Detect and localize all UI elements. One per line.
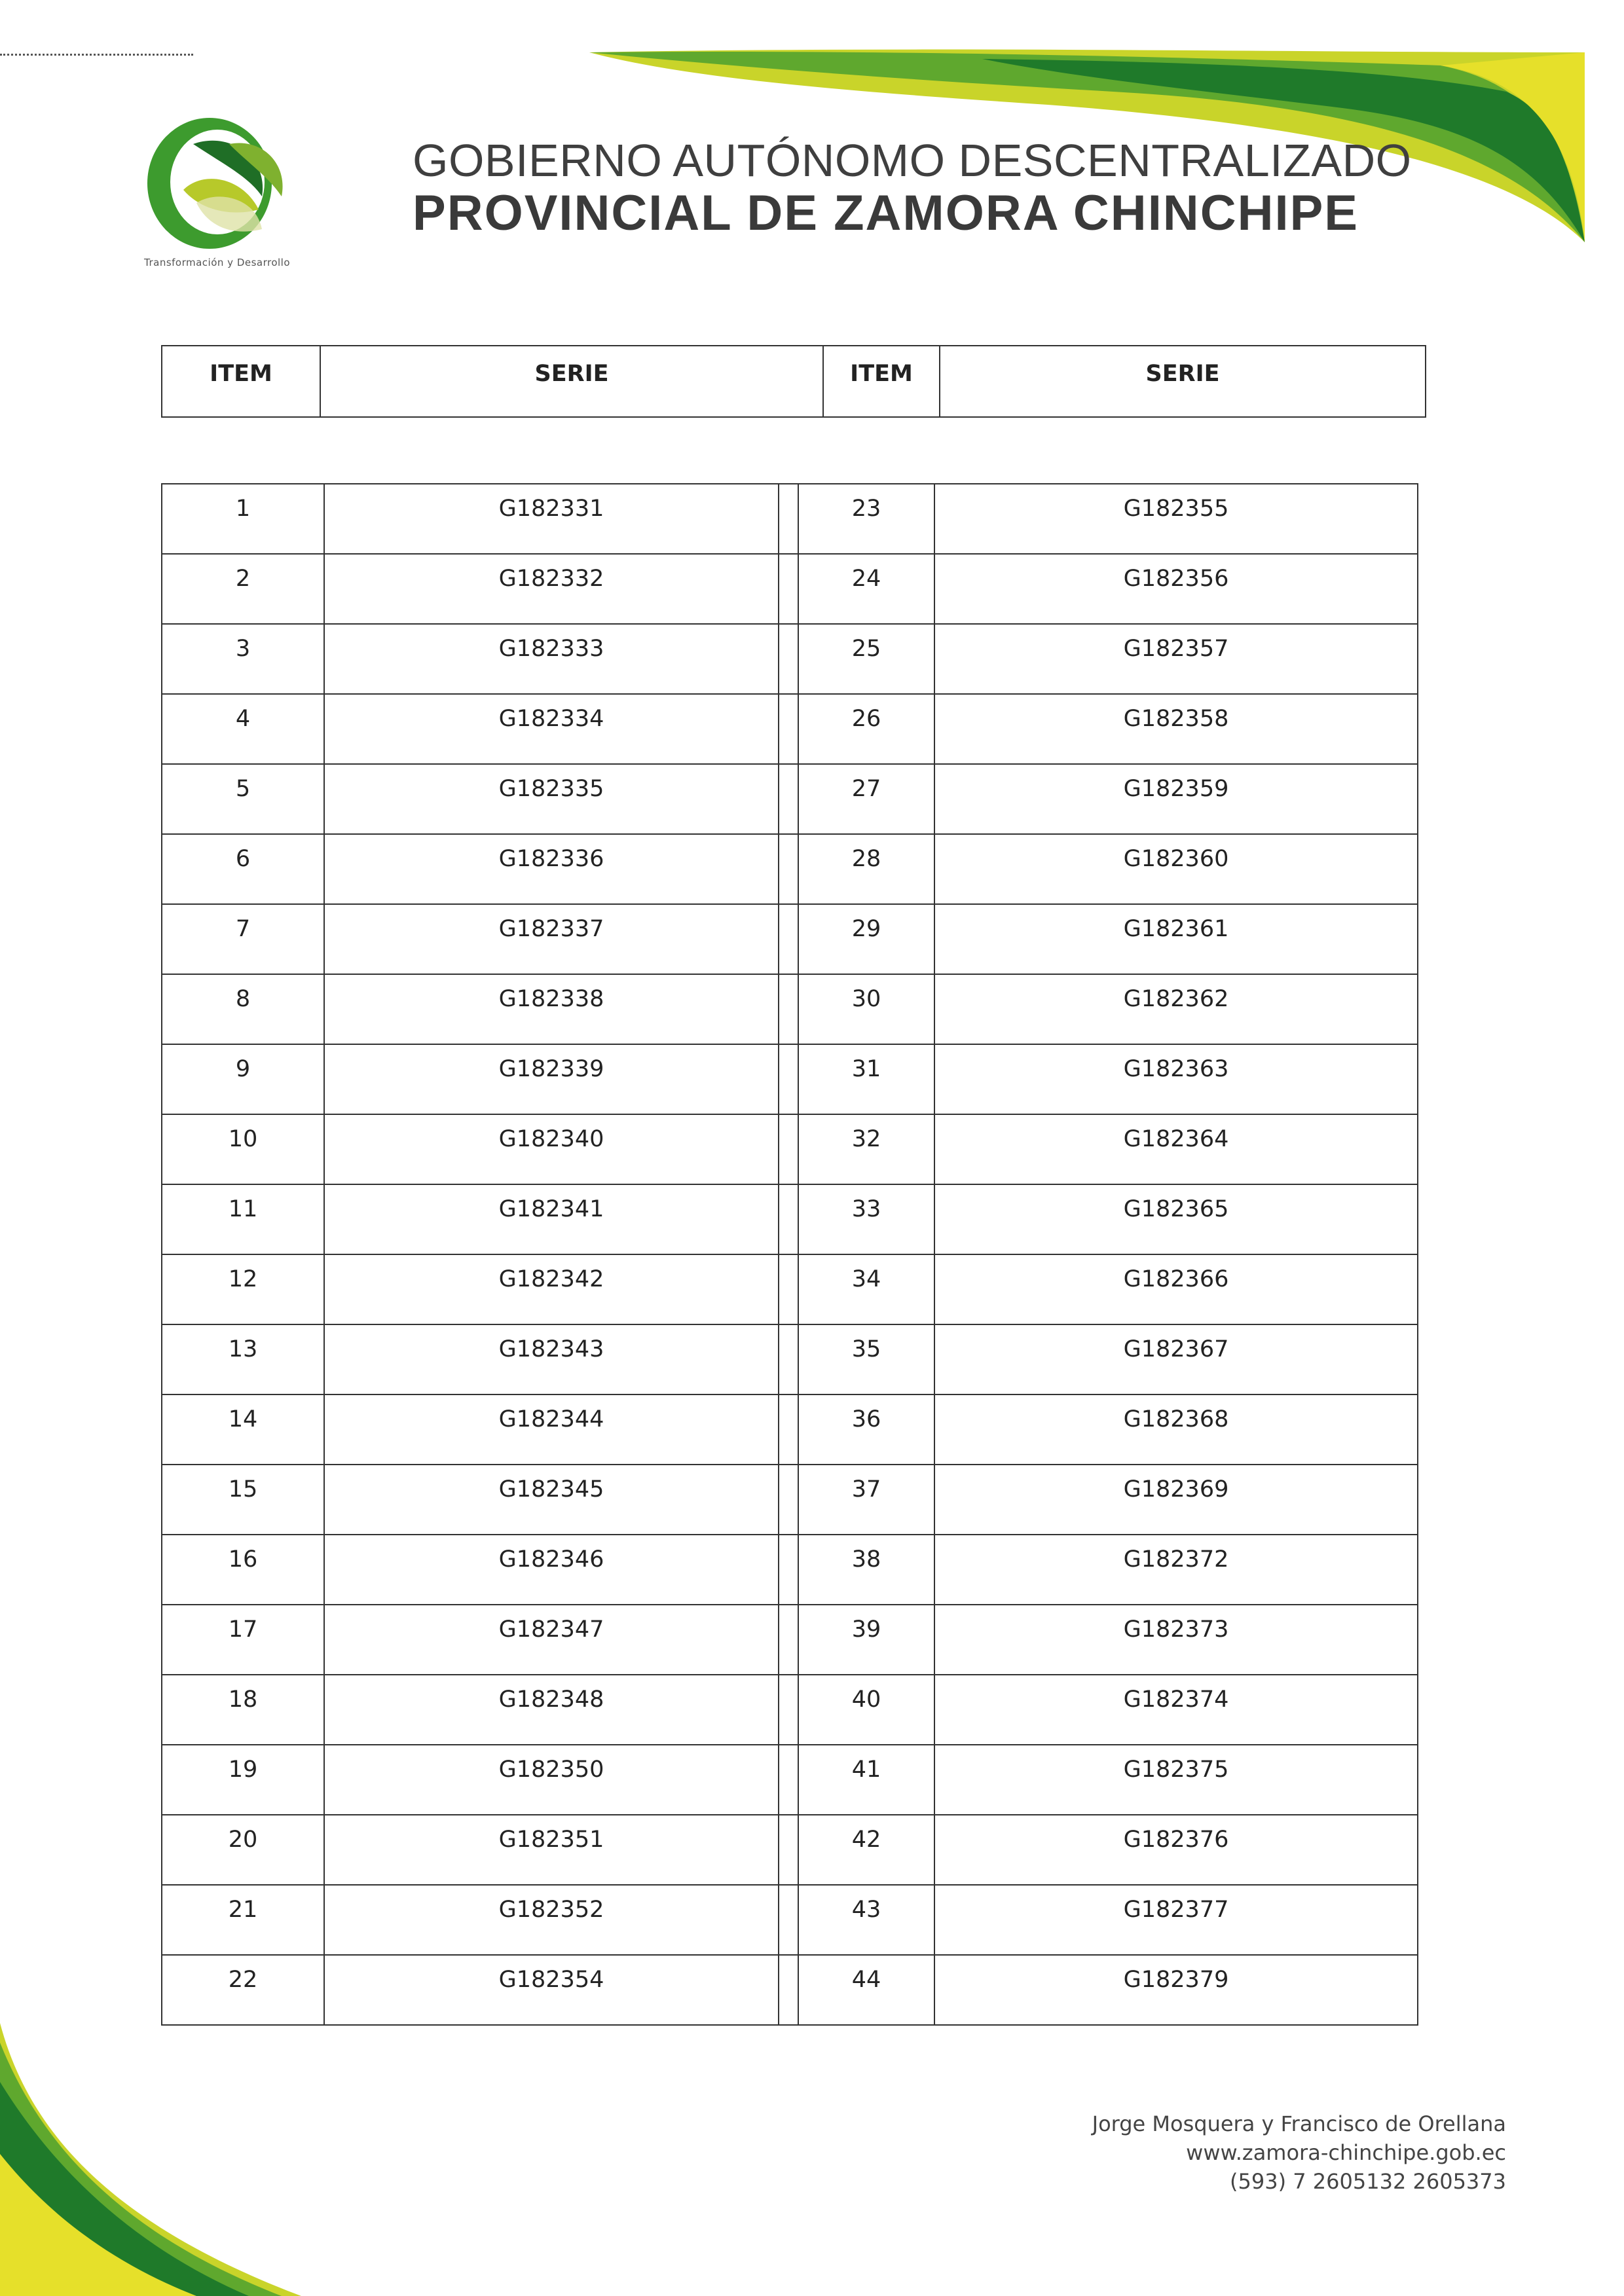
serial-number: G182361	[934, 904, 1418, 974]
footer-website[interactable]: www.zamora-chinchipe.gob.ec	[1186, 2140, 1506, 2165]
serial-number: G182379	[934, 1955, 1418, 2025]
table-row	[162, 1745, 1418, 1815]
table-row	[162, 1394, 1418, 1465]
table-row	[162, 1605, 1418, 1675]
item-number: 19	[162, 1745, 324, 1815]
item-number: 2	[162, 554, 324, 624]
item-number: 33	[798, 1184, 934, 1254]
serial-number: G182347	[324, 1605, 779, 1675]
serial-number: G182351	[324, 1815, 779, 1885]
item-number: 9	[162, 1044, 324, 1114]
column-separator	[779, 1815, 798, 1885]
table-row	[162, 694, 1418, 764]
serial-number: G182352	[324, 1885, 779, 1955]
column-separator	[779, 1535, 798, 1605]
item-number: 36	[798, 1394, 934, 1465]
serial-number: G182375	[934, 1745, 1418, 1815]
serial-number: G182339	[324, 1044, 779, 1114]
serial-number: G182341	[324, 1184, 779, 1254]
column-separator	[779, 1114, 798, 1184]
item-number: 41	[798, 1745, 934, 1815]
serial-number: G182369	[934, 1465, 1418, 1535]
item-number: 23	[798, 484, 934, 554]
column-separator	[779, 1184, 798, 1254]
serial-number: G182345	[324, 1465, 779, 1535]
serial-number: G182376	[934, 1815, 1418, 1885]
serial-number: G182340	[324, 1114, 779, 1184]
table-row	[162, 834, 1418, 904]
header-serie-2: SERIE	[940, 346, 1426, 417]
item-number: 11	[162, 1184, 324, 1254]
table-row	[162, 1114, 1418, 1184]
serial-table	[161, 483, 1418, 2026]
serial-number: G182342	[324, 1254, 779, 1324]
serial-number: G182336	[324, 834, 779, 904]
table-row	[162, 1955, 1418, 2025]
footer-swoosh-decoration	[0, 2023, 301, 2296]
serial-number: G182363	[934, 1044, 1418, 1114]
footer-phone: (593) 7 2605132 2605373	[1230, 2169, 1506, 2194]
item-number: 28	[798, 834, 934, 904]
item-number: 6	[162, 834, 324, 904]
item-number: 26	[798, 694, 934, 764]
item-number: 17	[162, 1605, 324, 1675]
header-serie-1: SERIE	[320, 346, 823, 417]
serial-number: G182333	[324, 624, 779, 694]
table-row	[162, 1815, 1418, 1885]
item-number: 24	[798, 554, 934, 624]
item-number: 30	[798, 974, 934, 1044]
item-number: 35	[798, 1324, 934, 1394]
serial-number: G182364	[934, 1114, 1418, 1184]
column-separator	[779, 1465, 798, 1535]
table-row	[162, 1535, 1418, 1605]
column-separator	[779, 694, 798, 764]
serial-number: G182366	[934, 1254, 1418, 1324]
column-separator	[779, 1745, 798, 1815]
column-separator	[779, 1675, 798, 1745]
table-row	[162, 1885, 1418, 1955]
column-separator	[779, 1605, 798, 1675]
item-number: 10	[162, 1114, 324, 1184]
item-number: 4	[162, 694, 324, 764]
table-row	[162, 484, 1418, 554]
serial-number: G182337	[324, 904, 779, 974]
serial-number: G182374	[934, 1675, 1418, 1745]
table-row	[162, 1184, 1418, 1254]
serial-number: G182365	[934, 1184, 1418, 1254]
column-separator	[779, 974, 798, 1044]
gad-logo	[131, 105, 327, 268]
item-number: 13	[162, 1324, 324, 1394]
column-separator	[779, 764, 798, 834]
item-number: 16	[162, 1535, 324, 1605]
item-number: 14	[162, 1394, 324, 1465]
table-row	[162, 1044, 1418, 1114]
serial-number: G182334	[324, 694, 779, 764]
serial-number: G182356	[934, 554, 1418, 624]
item-number: 42	[798, 1815, 934, 1885]
serial-number: G182357	[934, 624, 1418, 694]
header-item-1: ITEM	[162, 346, 320, 417]
item-number: 25	[798, 624, 934, 694]
item-number: 31	[798, 1044, 934, 1114]
item-number: 20	[162, 1815, 324, 1885]
footer-address: Jorge Mosquera y Francisco de Orellana	[1092, 2111, 1506, 2136]
item-number: 40	[798, 1675, 934, 1745]
item-number: 7	[162, 904, 324, 974]
serial-number: G182355	[934, 484, 1418, 554]
column-separator	[779, 484, 798, 554]
item-number: 29	[798, 904, 934, 974]
table-row	[162, 764, 1418, 834]
serial-number: G182362	[934, 974, 1418, 1044]
header-title-line2: PROVINCIAL DE ZAMORA CHINCHIPE	[413, 185, 1359, 241]
serial-number: G182350	[324, 1745, 779, 1815]
header-title-line1: GOBIERNO AUTÓNOMO DESCENTRALIZADO	[413, 135, 1412, 186]
item-number: 5	[162, 764, 324, 834]
item-number: 1	[162, 484, 324, 554]
item-number: 18	[162, 1675, 324, 1745]
top-dotted-rule	[0, 54, 193, 56]
serial-number: G182359	[934, 764, 1418, 834]
serial-number: G182332	[324, 554, 779, 624]
item-number: 34	[798, 1254, 934, 1324]
table-row	[162, 1465, 1418, 1535]
column-separator	[779, 1955, 798, 2025]
column-separator	[779, 1254, 798, 1324]
serial-number: G182335	[324, 764, 779, 834]
column-separator	[779, 1044, 798, 1114]
serial-number: G182358	[934, 694, 1418, 764]
serial-number: G182344	[324, 1394, 779, 1465]
serial-number: G182372	[934, 1535, 1418, 1605]
serial-number: G182360	[934, 834, 1418, 904]
column-separator	[779, 1394, 798, 1465]
column-separator	[779, 624, 798, 694]
item-number: 22	[162, 1955, 324, 2025]
serial-number: G182338	[324, 974, 779, 1044]
table-row	[162, 974, 1418, 1044]
table-row	[162, 1675, 1418, 1745]
header-table	[161, 345, 1426, 418]
serial-number: G182331	[324, 484, 779, 554]
item-number: 12	[162, 1254, 324, 1324]
column-separator	[779, 1324, 798, 1394]
item-number: 44	[798, 1955, 934, 2025]
header-item-2: ITEM	[823, 346, 940, 417]
serial-number: G182373	[934, 1605, 1418, 1675]
item-number: 27	[798, 764, 934, 834]
table-row	[162, 1324, 1418, 1394]
serial-number: G182348	[324, 1675, 779, 1745]
item-number: 21	[162, 1885, 324, 1955]
logo-slogan: Transformación y Desarrollo	[144, 257, 291, 268]
item-number: 38	[798, 1535, 934, 1605]
item-number: 39	[798, 1605, 934, 1675]
table-row	[162, 554, 1418, 624]
serial-number: G182367	[934, 1324, 1418, 1394]
table-row	[162, 624, 1418, 694]
footer-contact	[1092, 2109, 1506, 2196]
item-number: 43	[798, 1885, 934, 1955]
column-separator	[779, 904, 798, 974]
serial-number: G182346	[324, 1535, 779, 1605]
header-row	[162, 346, 1426, 417]
item-number: 8	[162, 974, 324, 1044]
item-number: 32	[798, 1114, 934, 1184]
item-number: 37	[798, 1465, 934, 1535]
column-separator	[779, 834, 798, 904]
serial-number: G182354	[324, 1955, 779, 2025]
table-row	[162, 1254, 1418, 1324]
serial-number: G182343	[324, 1324, 779, 1394]
serial-number: G182368	[934, 1394, 1418, 1465]
table-row	[162, 904, 1418, 974]
column-separator	[779, 1885, 798, 1955]
item-number: 15	[162, 1465, 324, 1535]
item-number: 3	[162, 624, 324, 694]
column-separator	[779, 554, 798, 624]
serial-number: G182377	[934, 1885, 1418, 1955]
